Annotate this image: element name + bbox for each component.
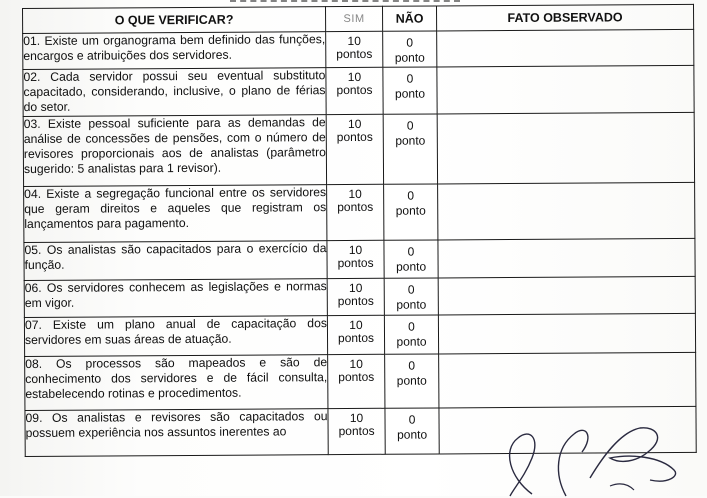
nao-points <box>384 315 438 354</box>
fato-observado-cell[interactable] <box>438 276 695 315</box>
table-row <box>24 182 695 242</box>
checklist-table <box>22 4 697 457</box>
sim-unit: pontos <box>338 369 375 384</box>
sim-unit: pontos <box>336 82 373 98</box>
fato-observado-cell[interactable] <box>438 238 695 278</box>
sim-value: 10 <box>349 356 363 371</box>
table-row <box>23 112 694 186</box>
fato-observado-cell[interactable] <box>437 65 694 113</box>
nao-value: 0 <box>408 358 416 373</box>
table-row <box>23 29 694 69</box>
sim-unit: pontos <box>336 129 373 144</box>
nao-unit: ponto <box>395 133 426 148</box>
sim-points <box>327 278 384 315</box>
question-text: 06. Os servidores conhecem as legislações e normas em vigor. <box>24 278 327 317</box>
nao-points <box>385 354 439 408</box>
nao-unit: ponto <box>394 50 425 65</box>
sim-points <box>326 114 383 184</box>
question-text: 05. Os analistas são capacitados para o exercício da função. <box>24 240 327 280</box>
sim-value: 10 <box>349 317 363 332</box>
sim-value: 10 <box>348 242 363 257</box>
nao-unit: ponto <box>396 259 427 274</box>
nao-value: 0 <box>408 412 416 427</box>
sim-value: 10 <box>347 69 362 85</box>
fato-observado-cell[interactable] <box>439 406 696 454</box>
sim-points <box>328 408 385 454</box>
sim-points <box>327 184 384 240</box>
sim-unit: pontos <box>337 255 374 270</box>
sim-unit: pontos <box>337 293 374 308</box>
nao-points <box>385 408 439 454</box>
fato-observado-cell[interactable] <box>438 313 695 354</box>
fato-observado-cell[interactable] <box>437 29 694 67</box>
header-sim: SIM <box>325 6 382 31</box>
header-question: O QUE VERIFICAR? <box>23 7 326 34</box>
table-row <box>24 238 695 280</box>
question-text: 03. Existe pessoal suficiente para as demandas de análise de concessões de pensões, com o número de revisores proporcionais aos de analistas (parâmetro sugerido: 5 analistas para 1 revisor). <box>23 114 326 186</box>
question-text: 07. Existe um plano anual de capacitação dos servidores em suas áreas de atuação. <box>24 315 327 356</box>
nao-points <box>384 278 438 315</box>
sim-points <box>327 315 384 354</box>
sim-value: 10 <box>348 186 362 201</box>
question-text: 04. Existe a segregação funcional entre os servidores que geram direitos e aqueles que registram os lançamentos para pagamento. <box>24 184 327 242</box>
sim-unit: pontos <box>337 330 375 345</box>
sim-unit: pontos <box>337 199 374 214</box>
sim-value: 10 <box>348 280 363 295</box>
question-text: 08. Os processos são mapeados e são de conhecimento dos servidores e de fácil consulta, estabelecendo rotinas e procedimentos. <box>25 354 328 410</box>
nao-points <box>383 114 437 184</box>
question-text: 09. Os analistas e revisores são capacitados ou possuem experiência nos assuntos inerentes ao <box>25 408 328 456</box>
nao-unit: ponto <box>396 373 427 388</box>
nao-unit: ponto <box>394 86 426 101</box>
table-row <box>23 65 694 116</box>
sim-points <box>328 354 385 408</box>
nao-value: 0 <box>408 319 415 334</box>
nao-points <box>383 67 437 114</box>
nao-value: 0 <box>406 118 414 133</box>
nao-value: 0 <box>407 282 415 297</box>
nao-value: 0 <box>406 35 414 50</box>
question-text: 01. Existe um organograma bem definido das funções, encargos e atribuições dos servidores. <box>23 32 326 70</box>
top-rule <box>230 0 460 5</box>
sim-points <box>326 67 383 114</box>
header-nao: NÃO <box>382 6 436 31</box>
sim-unit: pontos <box>338 423 375 438</box>
nao-value: 0 <box>407 244 415 259</box>
sim-points <box>326 31 383 67</box>
fato-observado-cell[interactable] <box>438 182 695 240</box>
nao-value: 0 <box>406 71 414 86</box>
table-row <box>25 406 696 456</box>
nao-unit: ponto <box>396 334 427 349</box>
sim-value: 10 <box>349 410 364 425</box>
nao-points <box>383 31 437 67</box>
sim-value: 10 <box>347 116 362 131</box>
sim-value: 10 <box>347 33 361 49</box>
fato-observado-cell[interactable] <box>437 112 694 184</box>
sim-points <box>327 240 384 278</box>
nao-value: 0 <box>407 188 415 203</box>
question-text: 02. Cada servidor possui seu eventual substituto capacitado, considerando, inclusive, o plano de férias do setor. <box>23 68 326 115</box>
table-row <box>24 276 695 317</box>
sim-unit: pontos <box>336 46 373 62</box>
nao-unit: ponto <box>396 297 427 312</box>
nao-points <box>384 240 438 278</box>
fato-observado-cell[interactable] <box>439 352 696 408</box>
nao-unit: ponto <box>397 427 428 442</box>
header-fato: FATO OBSERVADO <box>436 4 693 31</box>
table-row <box>24 313 695 356</box>
table-row <box>25 352 696 410</box>
nao-points <box>384 184 438 240</box>
nao-unit: ponto <box>395 203 426 218</box>
